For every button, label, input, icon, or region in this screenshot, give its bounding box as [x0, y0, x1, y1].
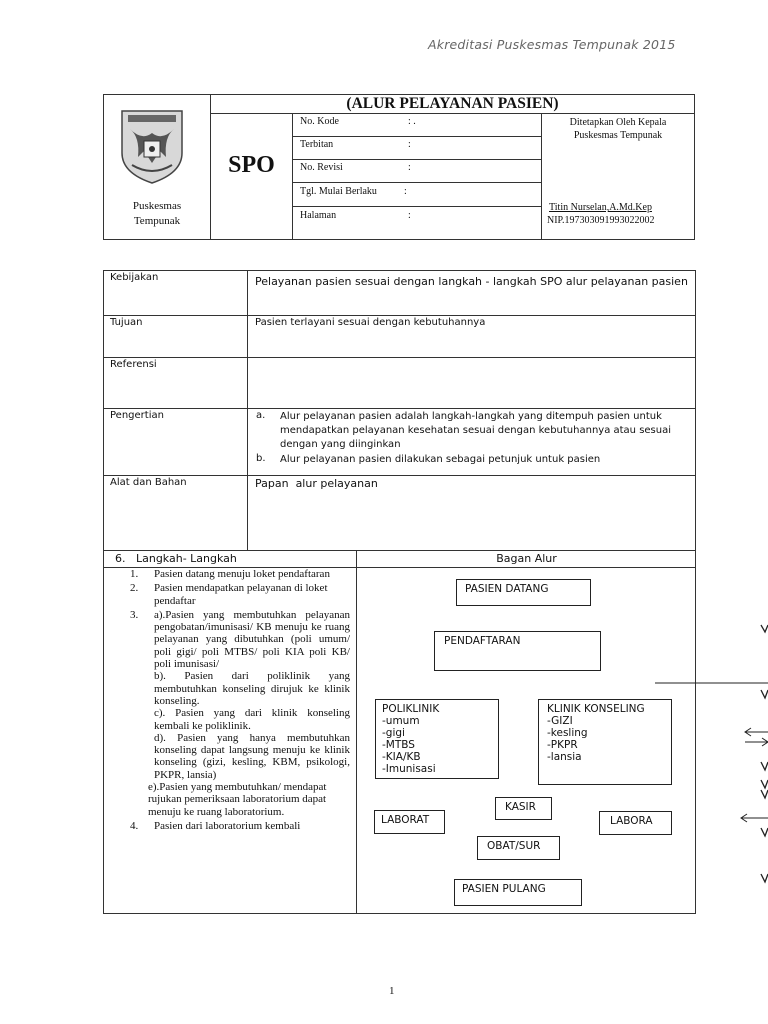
pengertian-item-b: Alur pelayanan pasien dilakukan sebagai petunjuk untuk pasien	[280, 454, 601, 465]
label-pengertian: Pengertian	[110, 410, 164, 421]
text-alat-bahan: Papan alur pelayanan	[255, 477, 378, 490]
flow-box-poliklinik: POLIKLINIK -umum -gigi -MTBS -KIA/KB -Imunisasi	[375, 699, 499, 779]
org-name: Puskesmas Tempunak	[132, 200, 182, 227]
label-alat-bahan: Alat dan Bahan	[110, 477, 187, 488]
steps-header: 6. Langkah- Langkah	[115, 552, 237, 565]
flow-connector-arrows	[655, 620, 768, 910]
pengertian-item-a: Alur pelayanan pasien adalah langkah-langkah yang ditempuh pasien untuk mendapatkan pelayanan kesehatan sesuai dengan kebutuhannya atau sesuai dengan yang diinginkan	[280, 411, 672, 450]
step-item: b). Pasien dari poliklinik yang membutuhkan konseling dirujuk ke klinik konseling.	[154, 670, 350, 707]
step-item: 2. Pasien mendapatkan pelayanan di loket pendaftar	[130, 582, 328, 607]
flow-box-klinik-konseling: KLINIK KONSELING -GIZI -kesling -PKPR -lansia	[538, 699, 672, 785]
flow-box-labora: LABORA	[599, 811, 672, 835]
field-sep-halaman: :	[408, 210, 411, 221]
text-tujuan: Pasien terlayani sesuai dengan kebutuhannya	[255, 317, 486, 328]
step-item: 4. Pasien dari laboratorium kembali	[130, 819, 301, 832]
step-item: d). Pasien yang hanya membutuhkan konseling dapat langsung menuju ke klinik konseling (gizi, kesling, KBM, psikologi, PKPR, lansia)	[154, 731, 350, 781]
label-kebijakan: Kebijakan	[110, 272, 159, 283]
field-label-halaman: Halaman	[300, 210, 337, 221]
flow-box-pasien-datang: PASIEN DATANG	[456, 579, 591, 606]
field-sep-kode: : .	[408, 116, 416, 127]
signer-name: Titin Nurselan,A.Md.Kep	[549, 202, 652, 213]
field-label-kode: No. Kode	[300, 116, 339, 127]
field-label-tgl: Tgl. Mulai Berlaku	[300, 186, 377, 197]
flow-box-pasien-pulang: PASIEN PULANG	[454, 879, 582, 906]
step-item: 1. Pasien datang menuju loket pendaftaran	[130, 568, 330, 580]
field-label-terbitan: Terbitan	[300, 139, 334, 150]
spo-label: SPO	[228, 152, 275, 178]
approval-text: Ditetapkan Oleh Kepala Puskesmas Tempunak	[569, 117, 667, 141]
field-sep-revisi: :	[408, 162, 411, 173]
text-kebijakan: Pelayanan pasien sesuai dengan langkah - langkah SPO alur pelayanan pasien	[255, 275, 688, 288]
puskesmas-logo	[118, 107, 186, 185]
label-tujuan: Tujuan	[110, 317, 143, 328]
field-label-revisi: No. Revisi	[300, 162, 343, 173]
field-sep-tgl: :	[404, 186, 407, 197]
field-sep-terbitan: :	[408, 139, 411, 150]
flow-box-kasir: KASIR	[495, 797, 552, 820]
document-title: (ALUR PELAYANAN PASIEN)	[346, 95, 559, 112]
flow-box-pendaftaran: PENDAFTARAN	[434, 631, 601, 671]
flow-box-obat: OBAT/SUR	[477, 836, 560, 860]
step-item: c). Pasien yang dari klinik konseling kembali ke poliklinik.	[154, 707, 350, 732]
step-item: 3. a).Pasien yang membutuhkan pelayanan pengobatan/imunisasi/ KB menuju ke ruang pelayanan yang dibutuhkan (poli umum/ poli gigi/ poli MTBS/ poli KIA poli KB/ poli imunisasi/	[130, 608, 350, 671]
page-number: 1	[389, 985, 395, 997]
step-item: e).Pasien yang membutuhkan/ mendapat rujukan pemeriksaan laboratorium dapat menuju ke ruang laboratorium.	[148, 781, 327, 818]
signer-nip: NIP.197303091993022002	[547, 215, 655, 226]
page-header-note: Akreditasi Puskesmas Tempunak 2015	[428, 37, 676, 52]
pengertian-marker-b: b.	[256, 453, 266, 464]
flow-header: Bagan Alur	[496, 552, 557, 565]
steps-list	[130, 568, 350, 832]
pengertian-marker-a: a.	[256, 410, 266, 421]
label-referensi: Referensi	[110, 359, 157, 370]
flow-box-laborat: LABORAT	[374, 810, 445, 834]
